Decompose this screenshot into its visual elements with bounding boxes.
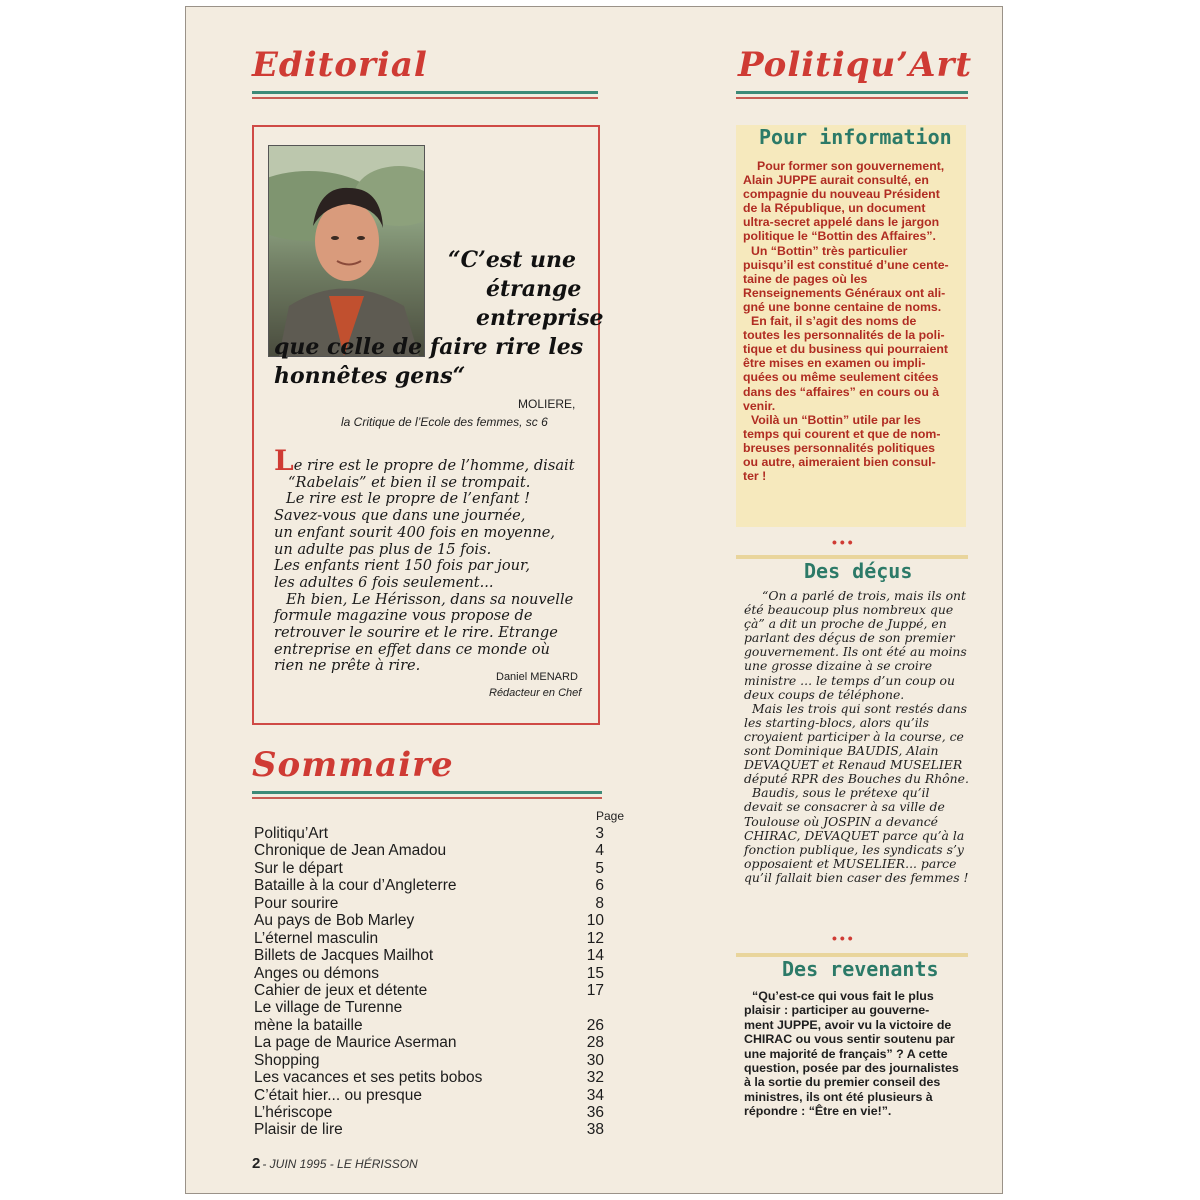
signature-title: Rédacteur en Chef: [489, 687, 582, 699]
politiquart-rule-green: [736, 91, 968, 94]
toc-page-number: 8: [595, 894, 604, 912]
toc-row: [254, 1034, 604, 1051]
text-line: à la sortie du premier conseil des: [744, 1075, 941, 1090]
quote-line-4: que celle de faire rire les: [274, 334, 584, 360]
body-line: entreprise en effet dans ce monde où: [274, 640, 550, 658]
toc-row: [254, 877, 604, 894]
text-line: CHIRAC, DEVAQUET parce qu’à la: [744, 827, 965, 843]
text-line: parlant des déçus de son premier: [744, 630, 955, 646]
text-line: une majorité de français” ? A cette: [744, 1046, 948, 1061]
text-line: été beaucoup plus nombreux que: [744, 602, 954, 618]
quote-source: la Critique de l’Ecole des femmes, sc 6: [341, 415, 548, 429]
des-decus-title: Des déçus: [804, 559, 913, 583]
body-line: e rire est le propre de l’homme, disait: [293, 457, 575, 474]
editorial-rule-green: [252, 91, 598, 94]
text-line: politique le “Bottin des Affaires”.: [743, 229, 936, 244]
drop-cap: L: [274, 444, 294, 477]
table-of-contents: [254, 825, 604, 1139]
text-line: DEVAQUET et Renaud MUSELIER: [744, 757, 963, 773]
sommaire-heading: Sommaire: [252, 745, 454, 785]
toc-row: [254, 1087, 604, 1104]
page-column-label: Page: [596, 809, 625, 823]
toc-title: Shopping: [254, 1051, 320, 1069]
text-line: puisqu’il est constitué d’une cente-: [743, 257, 949, 272]
sommaire-rule-green: [252, 791, 602, 794]
toc-title: L’hériscope: [254, 1104, 333, 1121]
text-line: Renseignements Généraux ont ali-: [743, 285, 946, 300]
text-line: Un “Bottin” très particulier: [751, 243, 908, 258]
toc-title: Billets de Jacques Mailhot: [254, 947, 434, 965]
text-line: venir.: [743, 398, 776, 413]
text-line: tique et du business qui pourraient: [743, 342, 948, 357]
quote-line-2: étrange: [486, 276, 582, 302]
quote-line-5: honnêtes gens“: [274, 363, 466, 389]
text-line: être mises en examen ou impli-: [743, 356, 926, 371]
toc-row: [254, 930, 604, 947]
body-line: les adultes 6 fois seulement...: [274, 573, 494, 591]
toc-title: Chronique de Jean Amadou: [254, 842, 447, 860]
text-line: En fait, il s’agit des noms de: [751, 314, 917, 329]
toc-page-number: 38: [586, 1121, 604, 1139]
des-revenants-text: [744, 989, 966, 1119]
editorial-rule-red: [252, 97, 598, 99]
toc-page-number: 4: [595, 842, 604, 860]
toc-row: [254, 912, 604, 929]
text-line: ou autre, aimeraient bien consul-: [743, 454, 936, 469]
text-line: Baudis, sous le prétexe qu’il: [752, 785, 930, 801]
toc-page-number: 10: [586, 912, 604, 930]
toc-title: Au pays de Bob Marley: [254, 912, 415, 930]
text-line: question, posée par des journalistes: [744, 1061, 959, 1076]
politiquart-rule-red: [736, 97, 968, 99]
body-line: retrouver le sourire et le rire. Etrange: [274, 624, 558, 642]
toc-row: [254, 895, 604, 912]
toc-page-number: 32: [586, 1069, 604, 1087]
text-line: répondre : “Être en vie!”.: [744, 1104, 892, 1119]
quote-line-1: “C’est une: [448, 247, 577, 273]
toc-title: L’éternel masculin: [254, 929, 379, 947]
toc-page-number: 36: [586, 1104, 604, 1121]
editorial-heading: Editorial: [252, 45, 428, 85]
pour-information-text: [743, 159, 965, 483]
text-line: dans des “affaires” en cours ou à: [743, 384, 940, 399]
toc-row: [254, 982, 604, 999]
text-line: ultra-secret appelé dans le jargon: [743, 215, 940, 230]
signature-name: Daniel MENARD: [496, 671, 578, 683]
body-line: rien ne prête à rire.: [274, 657, 421, 675]
text-line: Voilà un “Bottin” utile par les: [751, 412, 921, 427]
text-line: qu’il fallait bien caser des femmes !: [744, 869, 969, 885]
text-line: quées ou même seulement citées: [743, 370, 939, 385]
text-line: les starting-blocs, alors qu’ils: [744, 714, 929, 730]
text-line: breuses personnalités politiques: [743, 440, 936, 455]
text-line: ministres, ils ont été plusieurs à: [744, 1089, 933, 1104]
text-line: devait se consacrer à sa ville de: [744, 799, 945, 815]
body-line: un enfant sourit 400 fois en moyenne,: [274, 523, 556, 541]
toc-title: Anges ou démons: [254, 964, 379, 982]
toc-title: Pour sourire: [254, 894, 339, 912]
text-line: gné une bonne centaine de noms.: [743, 299, 942, 314]
body-line: Savez-vous que dans une journée,: [274, 507, 526, 525]
page-number: 2: [252, 1155, 261, 1172]
toc-page-number: 6: [595, 877, 604, 895]
text-line: de la République, un document: [743, 201, 926, 216]
toc-page-number: 34: [586, 1086, 604, 1104]
toc-page-number: 14: [586, 947, 604, 965]
toc-title: Les vacances et ses petits bobos: [254, 1069, 483, 1087]
toc-title: Cahier de jeux et détente: [254, 981, 428, 999]
separator-dots: •••: [832, 930, 856, 946]
text-line: compagnie du nouveau Président: [743, 187, 940, 202]
pour-information-title: Pour information: [759, 125, 952, 149]
body-line: Le rire est le propre de l’enfant !: [286, 490, 530, 508]
text-line: fonction publique, les syndicats s’y: [744, 841, 964, 857]
toc-row: [254, 947, 604, 964]
footer-text: - JUIN 1995 - LE HÉRISSON: [262, 1157, 418, 1171]
page-footer: [252, 1155, 418, 1172]
text-line: sont Dominique BAUDIS, Alain: [744, 743, 939, 759]
text-line: ministre ... le temps d’un coup ou: [744, 672, 955, 688]
toc-title: Le village de Turenne: [254, 999, 403, 1017]
text-line: opposaient et MUSELIER... parce: [744, 855, 957, 871]
quote-author: MOLIERE,: [518, 397, 576, 411]
toc-page-number: 30: [586, 1051, 604, 1069]
toc-page-number: 3: [595, 825, 604, 842]
text-line: deux coups de téléphone.: [744, 686, 905, 702]
toc-page-number: 12: [586, 929, 604, 947]
body-line: “Rabelais” et bien il se trompait.: [288, 473, 531, 491]
text-line: “On a parlé de trois, mais ils ont: [762, 588, 967, 603]
toc-row: [254, 842, 604, 859]
toc-page-number: 28: [586, 1034, 604, 1052]
toc-title: La page de Maurice Aserman: [254, 1034, 457, 1052]
text-line: député RPR des Bouches du Rhône.: [744, 771, 969, 787]
text-line: çà” a dit un proche de Juppé, en: [744, 616, 947, 632]
toc-row: [254, 1104, 604, 1121]
text-line: ter !: [743, 469, 767, 484]
text-line: une grosse dizaine à se croire: [744, 658, 933, 674]
text-line: croyaient participer à la course, ce: [744, 728, 964, 744]
text-line: ment JUPPE, avoir vu la victoire de: [744, 1017, 952, 1032]
quote-line-3: entreprise: [476, 305, 604, 331]
toc-row: [254, 965, 604, 982]
toc-row: [254, 1052, 604, 1069]
toc-row: [254, 1069, 604, 1086]
toc-row: [254, 860, 604, 877]
separator-dots: •••: [832, 534, 856, 550]
toc-page-number: 17: [586, 981, 604, 999]
magazine-page: [185, 6, 1003, 1194]
text-line: Pour former son gouvernement,: [757, 159, 945, 173]
toc-row: [254, 1121, 604, 1138]
toc-page-number: 26: [586, 1016, 604, 1034]
toc-title: C’était hier... ou presque: [254, 1086, 423, 1104]
toc-page-number: 5: [595, 859, 604, 877]
toc-row: [254, 999, 604, 1016]
author-photo: [268, 145, 425, 357]
text-line: temps qui courent et que de nom-: [743, 426, 941, 441]
body-line: Les enfants rient 150 fois par jour,: [274, 557, 531, 575]
text-line: toutes les personnalités de la poli-: [743, 328, 945, 343]
des-decus-text: [744, 588, 969, 885]
toc-row: [254, 825, 604, 842]
text-line: gouvernement. Ils ont été au moins: [744, 644, 967, 660]
text-line: “Qu’est-ce qui vous fait le plus: [752, 989, 934, 1003]
body-line: un adulte pas plus de 15 fois.: [274, 540, 492, 558]
des-revenants-title: Des revenants: [782, 957, 939, 981]
body-line: Eh bien, Le Hérisson, dans sa nouvelle: [286, 590, 574, 608]
toc-title: Politiqu’Art: [254, 825, 329, 842]
text-line: Toulouse où JOSPIN a devancé: [744, 813, 939, 829]
body-line: formule magazine vous propose de: [274, 607, 533, 625]
toc-title: Plaisir de lire: [254, 1121, 343, 1139]
toc-page-number: 15: [586, 964, 604, 982]
editorial-body: [274, 444, 592, 675]
toc-row: [254, 1017, 604, 1034]
toc-title: Sur le départ: [254, 859, 343, 877]
text-line: CHIRAC ou vous sentir soutenu par: [744, 1032, 955, 1047]
text-line: plaisir : participer au gouverne-: [744, 1003, 930, 1018]
text-line: taine de pages où les: [743, 271, 868, 286]
politiquart-heading: Politiqu’Art: [738, 45, 973, 85]
text-line: Alain JUPPE aurait consulté, en: [743, 173, 929, 188]
text-line: Mais les trois qui sont restés dans: [752, 700, 967, 716]
sommaire-rule-red: [252, 797, 602, 799]
toc-title: Bataille à la cour d’Angleterre: [254, 877, 457, 895]
toc-title: mène la bataille: [254, 1016, 363, 1034]
